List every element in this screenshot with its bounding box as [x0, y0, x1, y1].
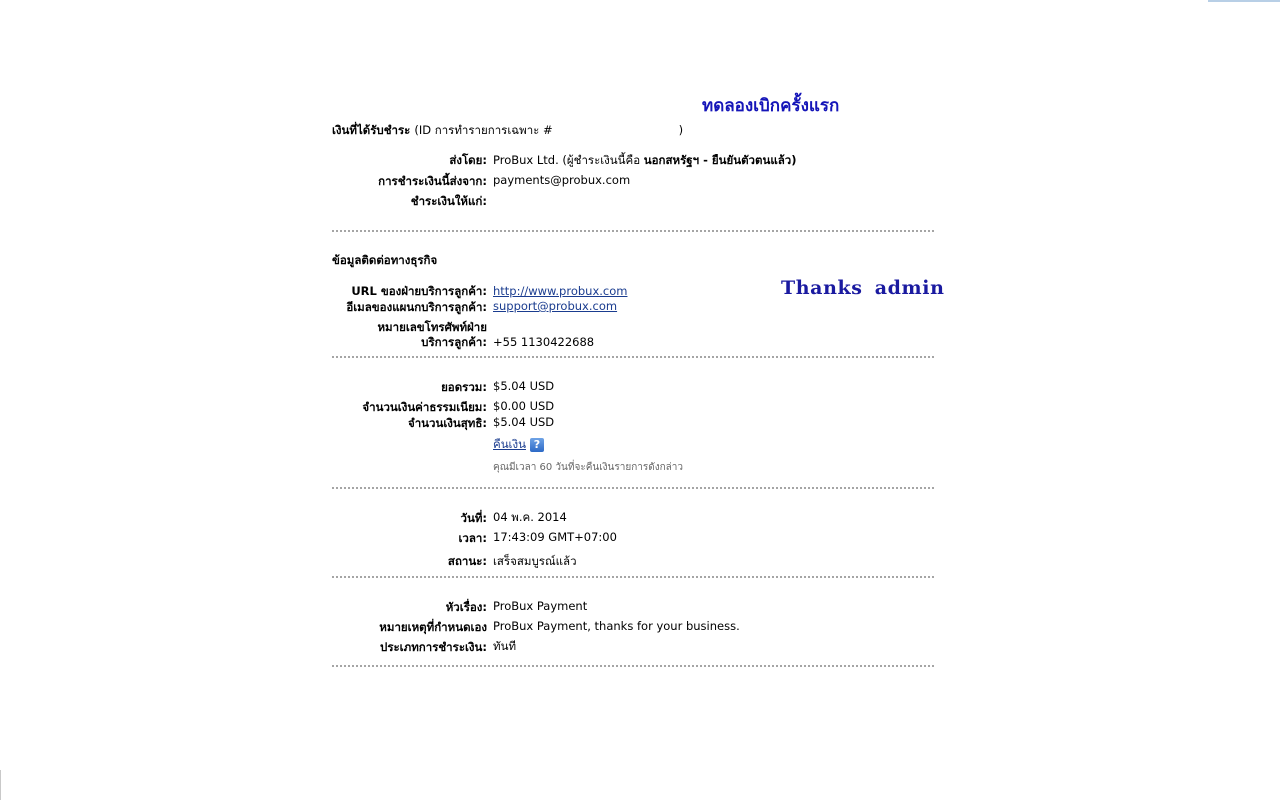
- sent-from-label: การชำระเงินนี้ส่งจาก:: [378, 174, 487, 188]
- refund-note: คุณมีเวลา 60 วันที่จะคืนเงินรายการดังกล่าว: [493, 462, 684, 473]
- payment-type-value: ทันที: [493, 639, 517, 653]
- sender-name: ProBux Ltd. (ผู้ชำระเงินนี้คือ: [493, 153, 641, 167]
- payment-received-heading: [332, 122, 683, 140]
- overlay-title: ทดลองเบิกครั้งแรก: [702, 96, 840, 116]
- transaction-id-text: (ID การทำรายการเฉพาะ #: [414, 123, 553, 137]
- fee-value: $0.00 USD: [493, 399, 555, 413]
- total-value: $5.04 USD: [493, 379, 555, 393]
- cs-email-label: อีเมลของแผนกบริการลูกค้า:: [346, 300, 487, 314]
- custom-note-value: ProBux Payment, thanks for your business.: [493, 619, 740, 633]
- section-divider: [332, 665, 934, 667]
- cs-url-label: URL ของฝ่ายบริการลูกค้า:: [351, 284, 487, 298]
- fee-label: จำนวนเงินค่าธรรมเนียม:: [362, 400, 487, 414]
- section-divider: [332, 230, 934, 232]
- net-label: จำนวนเงินสุทธิ:: [407, 416, 487, 430]
- cs-url-cell: [493, 283, 627, 299]
- date-label: วันที่:: [460, 511, 487, 525]
- refund-link[interactable]: คืนเงิน: [493, 437, 526, 451]
- cs-phone-label-line2: บริการลูกค้า:: [421, 335, 487, 349]
- bottom-left-edge-line: [0, 770, 1, 800]
- net-value: $5.04 USD: [493, 415, 555, 429]
- paid-to-label: ชำระเงินให้แก่:: [410, 194, 487, 208]
- status-label: สถานะ:: [447, 554, 487, 568]
- cs-phone-value: +55 1130422688: [493, 335, 595, 349]
- cs-email-cell: [493, 298, 617, 314]
- custom-note-label: หมายเหตุที่กำหนดเอง: [379, 620, 487, 634]
- total-label: ยอดรวม:: [441, 380, 487, 394]
- sender-status: นอกสหรัฐฯ - ยืนยันตัวตนแล้ว): [643, 153, 797, 167]
- overlay-thanks-text: Thanks admin: [781, 277, 945, 299]
- date-value: 04 พ.ค. 2014: [493, 510, 567, 524]
- section-divider: [332, 356, 934, 358]
- subject-label: หัวเรื่อง:: [445, 600, 487, 614]
- payment-received-label: เงินที่ได้รับชำระ: [332, 123, 411, 137]
- help-icon[interactable]: ?: [530, 438, 544, 452]
- status-value: เสร็จสมบูรณ์แล้ว: [493, 554, 577, 568]
- subject-value: ProBux Payment: [493, 599, 588, 613]
- sent-by-value: [493, 152, 797, 168]
- section-divider: [332, 487, 934, 489]
- cs-url-link[interactable]: http://www.probux.com: [493, 284, 628, 298]
- business-contact-heading: ข้อมูลติดต่อทางธุรกิจ: [332, 253, 438, 267]
- payment-type-label: ประเภทการชำระเงิน:: [380, 640, 487, 654]
- time-label: เวลา:: [458, 531, 487, 545]
- top-right-edge-strip: [1208, 0, 1280, 2]
- transaction-id-close: ): [678, 123, 684, 137]
- cs-phone-label-line1: หมายเลขโทรศัพท์ฝ่าย: [377, 320, 487, 334]
- sent-from-value: payments@probux.com: [493, 173, 631, 187]
- refund-row: [493, 436, 544, 452]
- section-divider: [332, 576, 934, 578]
- cs-email-link[interactable]: support@probux.com: [493, 299, 618, 313]
- sent-by-label: ส่งโดย:: [449, 153, 487, 167]
- time-value: 17:43:09 GMT+07:00: [493, 530, 617, 544]
